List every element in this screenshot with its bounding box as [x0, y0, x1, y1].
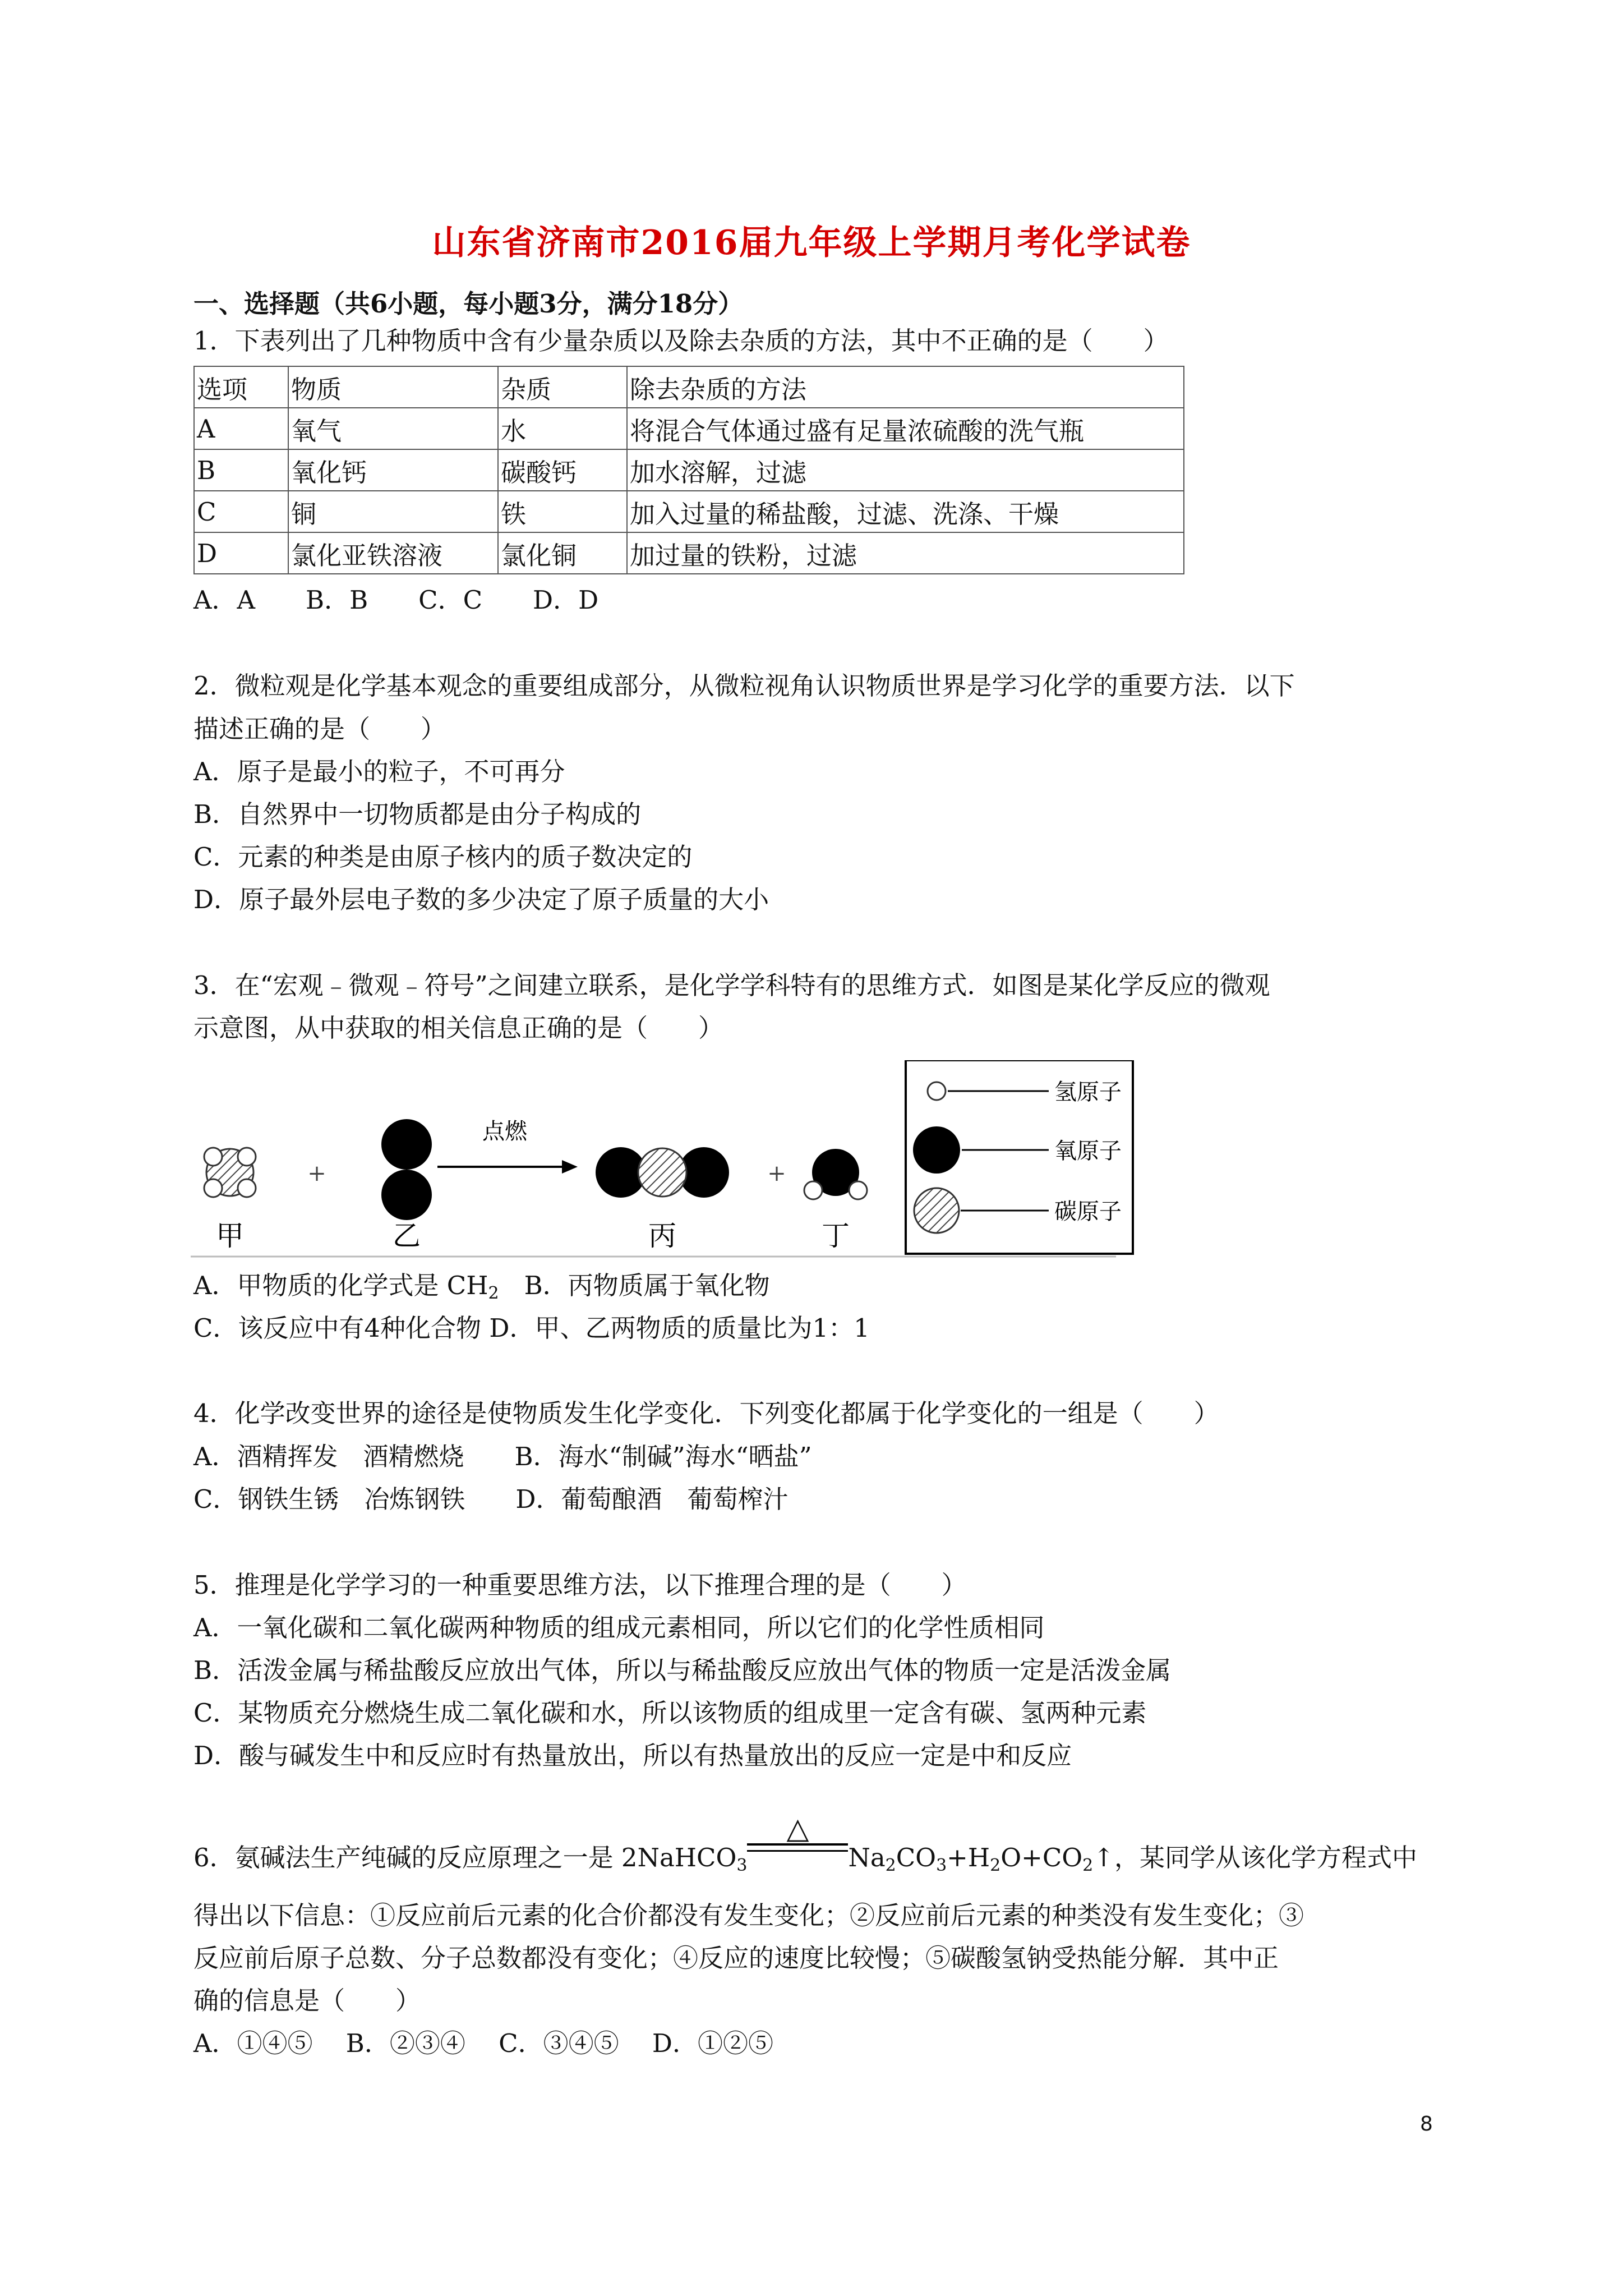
q6-stem-end: ↑，某同学从该化学方程式中 — [1093, 1843, 1417, 1872]
table-header-row — [194, 366, 1184, 408]
carbon-legend-icon — [914, 1188, 959, 1233]
table-cell: 铜 — [288, 491, 498, 532]
table-header-cell: 物质 — [288, 366, 498, 408]
plus-sign: + — [307, 1161, 326, 1186]
hydrogen-atom — [238, 1179, 256, 1197]
q2-stem-line1: 2．微粒观是化学基本观念的重要组成部分，从微粒视角认识物质世界是学习化学的重要方法．以下 — [193, 671, 1295, 701]
q5-option-c: C．某物质充分燃烧生成二氧化碳和水，所以该物质的组成里一定含有碳、氢两种元素 — [193, 1698, 1147, 1728]
q6-stem-line2: 得出以下信息：①反应前后元素的化合价都没有发生变化；②反应前后元素的种类没有发生变化；③ — [193, 1901, 1304, 1930]
label-yi: 乙 — [393, 1220, 421, 1252]
subscript: 2 — [1082, 1856, 1094, 1875]
q2-option-d: D．原子最外层电子数的多少决定了原子质量的大小 — [193, 885, 769, 914]
q4-stem: 4．化学改变世界的途径是使物质发生化学变化．下列变化都属于化学变化的一组是（ ） — [193, 1398, 1219, 1428]
subscript: 2 — [488, 1283, 499, 1303]
product-co: CO — [896, 1843, 937, 1872]
hydrogen-atom — [204, 1179, 222, 1197]
table-cell: D — [194, 532, 288, 574]
arrow-head-icon — [562, 1160, 578, 1174]
q2-option-a: A．原子是最小的粒子，不可再分 — [193, 757, 565, 786]
q3-options-cd: C．该反应中有4种化合物 D．甲、乙两物质的质量比为1：1 — [193, 1313, 870, 1343]
hydrogen-atom — [238, 1148, 256, 1166]
table-cell: 铁 — [498, 491, 627, 532]
table-cell: 加水溶解，过滤 — [627, 449, 1184, 491]
label-ding: 丁 — [822, 1220, 850, 1252]
q3-stem-line2: 示意图，从中获取的相关信息正确的是（ ） — [193, 1013, 724, 1043]
q6-stem-line3: 反应前后原子总数、分子总数都没有变化；④反应的速度比较慢；⑤碳酸氢钠受热能分解．其中正 — [193, 1943, 1279, 1973]
subscript: 3 — [936, 1856, 947, 1875]
q5-option-a: A．一氧化碳和二氧化碳两种物质的组成元素相同，所以它们的化学性质相同 — [193, 1613, 1045, 1642]
q2-option-b: B．自然界中一切物质都是由分子构成的 — [193, 799, 642, 829]
q6-stem-line4: 确的信息是（ ） — [193, 1986, 421, 2016]
section-heading: 一、选择题（共6小题，每小题3分，满分18分） — [193, 289, 744, 319]
molecule-jia — [204, 1148, 256, 1197]
page-number: 8 — [1420, 2113, 1433, 2136]
arrow-label: 点燃 — [482, 1119, 527, 1144]
q6-stem-line1 — [193, 1812, 1417, 1883]
legend — [906, 1060, 1133, 1254]
table-header-cell: 选项 — [194, 366, 288, 408]
double-bar — [747, 1843, 848, 1852]
oxygen-atom — [381, 1119, 432, 1170]
q5-option-d: D．酸与碱发生中和反应时有热量放出，所以有热量放出的反应一定是中和反应 — [193, 1741, 1072, 1770]
molecule-bing — [596, 1147, 729, 1198]
reaction-diagram — [185, 1060, 1150, 1262]
table-cell: 氯化亚铁溶液 — [288, 532, 498, 574]
table-cell: B — [194, 449, 288, 491]
legend-label-oxygen: 氧原子 — [1054, 1138, 1122, 1164]
legend-label-carbon: 碳原子 — [1054, 1199, 1122, 1225]
plus-sign: + — [767, 1161, 786, 1186]
oxygen-atom — [381, 1170, 432, 1220]
q1-stem: 1．下表列出了几种物质中含有少量杂质以及除去杂质的方法，其中不正确的是（ ） — [193, 326, 1169, 356]
molecule-ding — [804, 1149, 867, 1199]
hydrogen-legend-icon — [928, 1082, 946, 1100]
table-cell: 氯化铜 — [498, 532, 627, 574]
legend-label-hydrogen: 氢原子 — [1054, 1079, 1122, 1105]
table-row — [194, 532, 1184, 574]
subscript: 2 — [885, 1856, 896, 1875]
table-row — [194, 449, 1184, 491]
table-header-cell: 杂质 — [498, 366, 627, 408]
table-cell: 碳酸钙 — [498, 449, 627, 491]
subscript: 3 — [736, 1856, 748, 1875]
table-cell: 加入过量的稀盐酸，过滤、洗涤、干燥 — [627, 491, 1184, 532]
table-cell: 氧气 — [288, 408, 498, 449]
product-h: +H — [947, 1843, 990, 1872]
subscript: 2 — [990, 1856, 1001, 1875]
q5-stem: 5．推理是化学学习的一种重要思维方法，以下推理合理的是（ ） — [193, 1570, 967, 1600]
q6-stem-start: 6．氨碱法生产纯碱的反应原理之一是 2NaHCO — [193, 1843, 737, 1872]
q2-stem-line2: 描述正确的是（ ） — [193, 714, 446, 744]
q4-options-cd: C．钢铁生锈 冶炼钢铁 D．葡萄酿酒 葡萄榨汁 — [193, 1484, 789, 1514]
table-cell: C — [194, 491, 288, 532]
table-cell: 将混合气体通过盛有足量浓硫酸的洗气瓶 — [627, 408, 1184, 449]
label-jia: 甲 — [216, 1220, 244, 1252]
label-bing: 丙 — [648, 1220, 676, 1252]
q3-option-b-text: B．丙物质属于氧化物 — [499, 1271, 770, 1300]
table-row — [194, 491, 1184, 532]
product-na: Na — [848, 1843, 886, 1872]
q4-options-ab: A．酒精挥发 酒精燃烧 B．海水“制碱”海水“晒盐” — [193, 1442, 812, 1471]
carbon-atom — [638, 1148, 686, 1197]
q6-options: A．①④⑤ B．②③④ C．③④⑤ D．①②⑤ — [193, 2028, 773, 2058]
q1-table — [193, 366, 1184, 574]
molecule-yi — [381, 1119, 432, 1220]
heating-condition — [747, 1812, 848, 1875]
q1-options: A．A B．B C．C D．D — [193, 585, 599, 615]
q5-option-b: B．活泼金属与稀盐酸反应放出气体，所以与稀盐酸反应放出气体的物质一定是活泼金属 — [193, 1655, 1172, 1685]
q3-option-a-text: A．甲物质的化学式是 CH — [193, 1271, 488, 1300]
table-cell: 水 — [498, 408, 627, 449]
triangle-icon: △ — [786, 1812, 809, 1846]
table-row — [194, 408, 1184, 449]
table-cell: 氧化钙 — [288, 449, 498, 491]
page-title: 山东省济南市2016届九年级上学期月考化学试卷 — [432, 223, 1191, 263]
oxygen-legend-icon — [913, 1126, 960, 1174]
q3-stem-line1: 3．在“宏观﹣微观﹣符号”之间建立联系，是化学学科特有的思维方式．如图是某化学反应的微观 — [193, 970, 1270, 1000]
hydrogen-atom — [204, 1148, 222, 1166]
table-cell: A — [194, 408, 288, 449]
q3-options-ab — [193, 1269, 770, 1310]
q2-option-c: C．元素的种类是由原子核内的质子数决定的 — [193, 842, 693, 872]
table-header-cell: 除去杂质的方法 — [627, 366, 1184, 408]
product-o-co: O+CO — [1000, 1843, 1083, 1872]
hydrogen-atom — [849, 1181, 867, 1199]
table-cell: 加过量的铁粉，过滤 — [627, 532, 1184, 574]
hydrogen-atom — [804, 1181, 822, 1199]
